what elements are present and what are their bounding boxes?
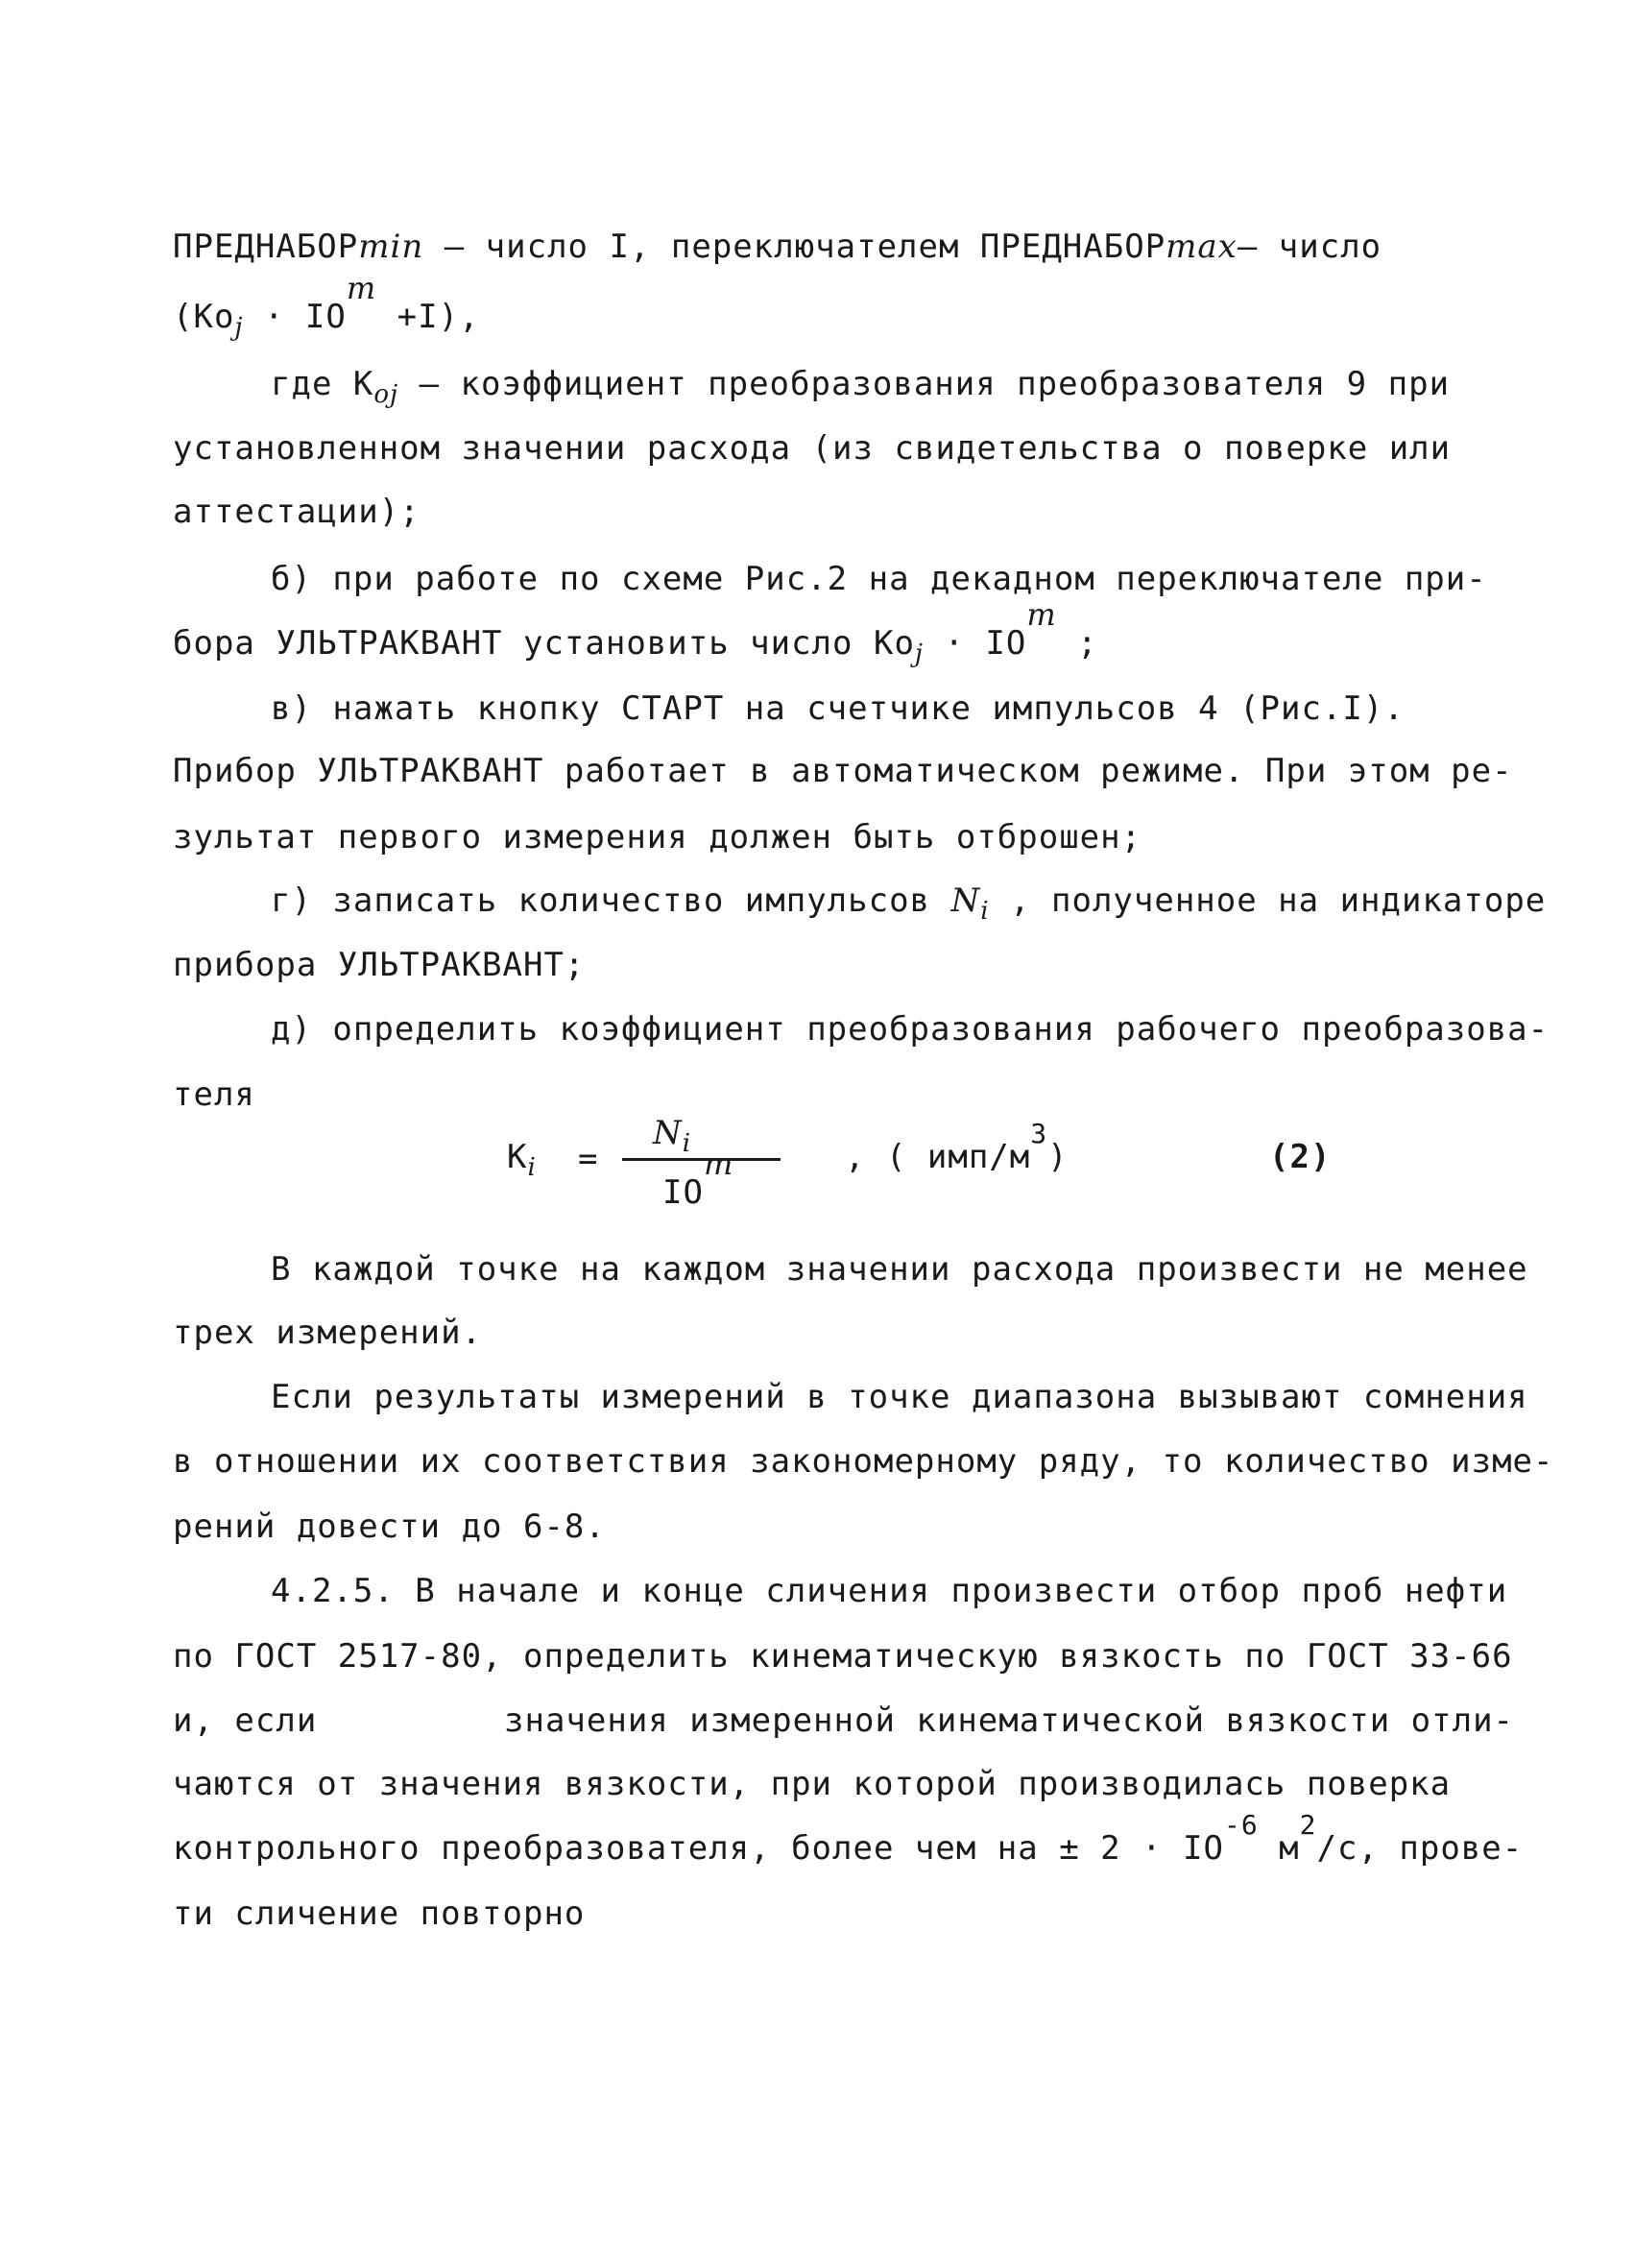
text-span: ти сличение повторно — [173, 1894, 586, 1933]
text-span: N — [653, 1114, 683, 1152]
text-span: – коэффициент преобразования преобразователя 9 при — [398, 365, 1451, 403]
text-span: 2 · IO — [1079, 1829, 1224, 1868]
text-span: рений довести до 6-8. — [173, 1508, 606, 1546]
text-line-19 — [173, 1508, 606, 1546]
text-span: теля — [173, 1075, 255, 1114]
text-span: где K — [271, 365, 374, 403]
text-span: контрольного преобразователя, более чем на — [173, 1829, 1060, 1868]
text-span: – число — [1237, 228, 1382, 266]
text-span: m — [346, 270, 377, 306]
text-span: значения измеренной кинематической вязкости отли- — [504, 1701, 1515, 1740]
text-span: +I), — [376, 298, 480, 336]
text-span: /с, прове- — [1316, 1829, 1524, 1868]
text-span: IO — [662, 1173, 704, 1212]
text-span: m — [1026, 596, 1057, 633]
formula-lhs — [507, 1138, 537, 1182]
text-line-9 — [173, 752, 1513, 790]
text-line-18 — [173, 1442, 1553, 1481]
text-span: бора УЛЬТРАКВАНТ установить число Ko — [173, 624, 915, 663]
text-line-15 — [271, 1250, 1528, 1289]
text-span: по ГОСТ 2517-80, определить кинематическую вязкость по ГОСТ 33-66 — [173, 1637, 1513, 1676]
text-span: 4.2.5. В начале и конце сличения произвести отбор проб нефти — [271, 1572, 1508, 1610]
text-span: · IO — [243, 298, 347, 336]
text-line-23 — [173, 1765, 1451, 1803]
text-span: (Ko — [173, 298, 235, 336]
text-line-22b — [504, 1701, 1514, 1740]
text-span: ; — [1056, 624, 1098, 663]
text-span: i — [527, 1153, 537, 1182]
text-span: ПРЕДНАБОР — [173, 228, 359, 266]
text-span: и, если — [173, 1701, 318, 1740]
formula-denominator — [662, 1146, 734, 1212]
text-span: чаются от значения вязкости, при которой производилась поверка — [173, 1765, 1452, 1803]
text-span: б) при работе по схеме Рис.2 на декадном переключателе при- — [271, 560, 1487, 598]
text-span: -6 — [1223, 1809, 1259, 1841]
text-span: Прибор УЛЬТРАКВАНТ работает в автоматическом режиме. При этом ре- — [173, 752, 1513, 790]
text-span: i — [682, 1129, 692, 1158]
text-line-12 — [173, 946, 585, 984]
text-line-17 — [271, 1378, 1528, 1416]
text-line-22a — [173, 1701, 317, 1740]
fraction-bar — [622, 1158, 781, 1161]
text-line-16 — [173, 1314, 482, 1352]
text-line-4 — [173, 429, 1451, 468]
text-line-5 — [173, 493, 421, 531]
text-span: min — [358, 228, 424, 266]
text-span: в отношении их соответствия закономерному ряду, то количество изме- — [173, 1442, 1554, 1481]
formula-units — [845, 1118, 1069, 1178]
text-span: Если результаты измерений в точке диапазона вызывают сомнения — [271, 1378, 1528, 1416]
text-line-21 — [173, 1637, 1513, 1676]
formula-numerator — [653, 1114, 692, 1158]
text-line-14 — [173, 1075, 255, 1114]
text-span: , ( имп/м — [845, 1138, 1031, 1176]
text-line-25 — [173, 1894, 585, 1933]
text-span: K — [507, 1138, 528, 1176]
text-span: N — [950, 881, 981, 920]
text-span: 3 — [1030, 1118, 1048, 1149]
text-line-2 — [173, 270, 480, 342]
text-span: – число I, переключателем ПРЕДНАБОР — [423, 228, 1166, 266]
text-line-20 — [271, 1572, 1507, 1610]
text-line-11 — [271, 881, 1547, 926]
text-span: аттестации); — [173, 493, 421, 531]
text-span: в) нажать кнопку СТАРТ на счетчике импульсов 4 (Рис.I). — [271, 689, 1405, 728]
text-span: м — [1258, 1829, 1300, 1868]
text-span: = — [578, 1140, 599, 1178]
formula-number — [1269, 1138, 1331, 1176]
text-span: д) определить коэффициент преобразования рабочего преобразова- — [271, 1010, 1550, 1049]
text-span: · IO — [923, 624, 1027, 663]
text-span: г) записать количество импульсов — [271, 881, 951, 920]
text-line-8 — [271, 689, 1405, 728]
text-span: 2 — [1299, 1809, 1317, 1841]
text-span: В каждой точке на каждом значении расхода произвести не менее — [271, 1250, 1528, 1289]
text-line-6 — [271, 560, 1487, 598]
formula-equals — [578, 1140, 598, 1178]
text-span: i — [980, 897, 990, 926]
text-line-7 — [173, 596, 1098, 668]
text-line-13 — [271, 1010, 1549, 1049]
text-span: установленном значении расхода (из свидетельства о поверке или — [173, 429, 1452, 468]
text-span: (2) — [1269, 1138, 1332, 1176]
text-span: max — [1165, 228, 1238, 266]
text-span: прибора УЛЬТРАКВАНТ; — [173, 946, 586, 984]
text-line-3 — [271, 365, 1451, 409]
text-span: трех измерений. — [173, 1314, 483, 1352]
text-span: зультат первого измерения должен быть отброшен; — [173, 818, 1142, 857]
text-span: j — [234, 313, 244, 342]
text-span: j — [914, 639, 924, 668]
text-line-24 — [173, 1809, 1524, 1870]
text-span: , полученное на индикаторе — [989, 881, 1547, 920]
text-span: m — [703, 1146, 734, 1182]
text-span: ± — [1059, 1829, 1080, 1868]
text-span: oj — [373, 380, 399, 409]
text-line-10 — [173, 818, 1141, 857]
text-span: ) — [1047, 1138, 1069, 1176]
text-line-1 — [173, 228, 1382, 266]
